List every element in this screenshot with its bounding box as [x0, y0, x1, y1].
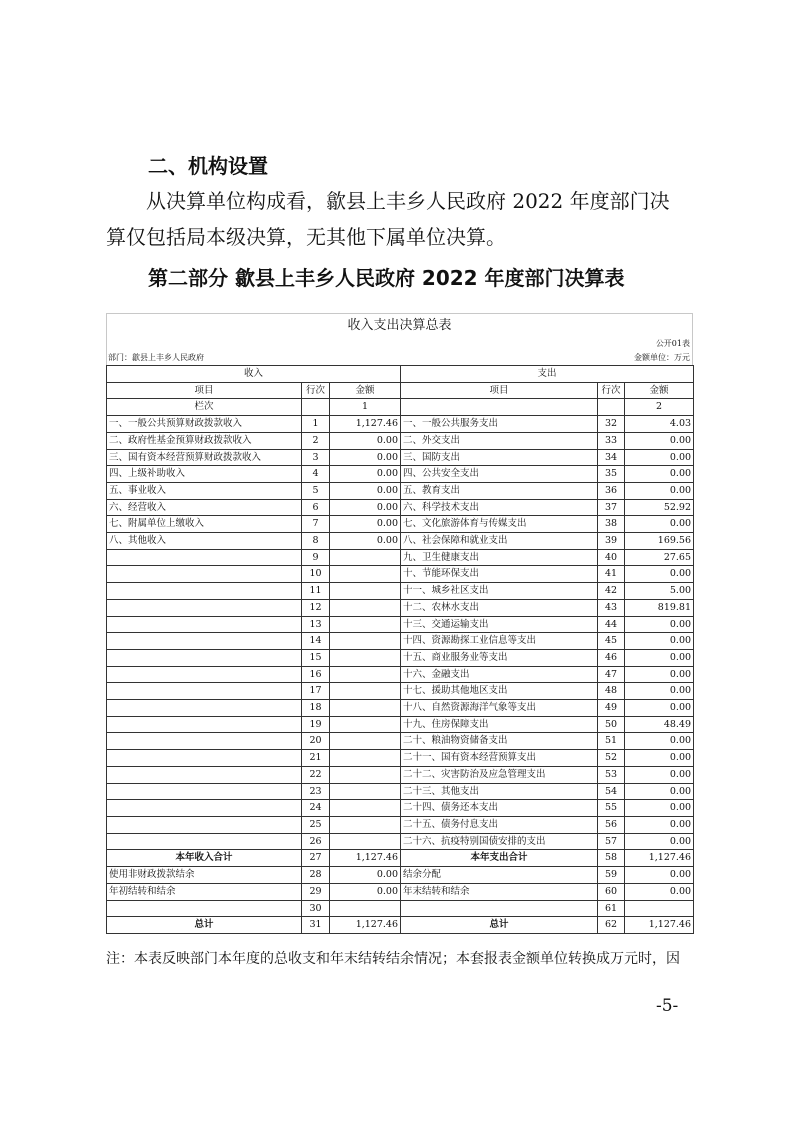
column-header: 金额	[625, 382, 694, 399]
expense-line-no: 42	[598, 583, 625, 600]
expense-line-no: 49	[598, 700, 625, 717]
expense-amount: 0.00	[625, 816, 694, 833]
income-amount: 0.00	[330, 499, 401, 516]
expense-amount: 0.00	[625, 766, 694, 783]
expense-amount: 0.00	[625, 883, 694, 900]
expense-line-no: 54	[598, 783, 625, 800]
expense-item: 七、文化旅游体育与传媒支出	[401, 516, 598, 533]
income-item	[107, 783, 302, 800]
income-item: 三、国有资本经营预算财政拨款收入	[107, 449, 302, 466]
income-amount	[330, 599, 401, 616]
expense-item: 四、公共安全支出	[401, 466, 598, 483]
expense-item: 十四、资源勘探工业信息等支出	[401, 633, 598, 650]
column-header: 行次	[302, 382, 330, 399]
column-header: 行次	[598, 382, 625, 399]
expense-item: 本年支出合计	[401, 850, 598, 867]
expense-group-header: 支出	[401, 366, 694, 383]
expense-line-no: 51	[598, 733, 625, 750]
income-line-no: 10	[302, 566, 330, 583]
income-item: 二、政府性基金预算财政拨款收入	[107, 432, 302, 449]
table-row	[107, 583, 694, 600]
expense-item: 结余分配	[401, 867, 598, 884]
income-amount	[330, 700, 401, 717]
income-amount	[330, 900, 401, 917]
income-item: 一、一般公共预算财政拨款收入	[107, 416, 302, 433]
income-item	[107, 766, 302, 783]
income-item	[107, 549, 302, 566]
expense-amount: 0.00	[625, 466, 694, 483]
income-line-no: 28	[302, 867, 330, 884]
expense-amount: 0.00	[625, 683, 694, 700]
sub-header-row	[107, 399, 694, 416]
expense-line-no: 60	[598, 883, 625, 900]
expense-line-no: 59	[598, 867, 625, 884]
expense-amount: 169.56	[625, 533, 694, 550]
expense-line-no: 50	[598, 716, 625, 733]
expense-item: 八、社会保障和就业支出	[401, 533, 598, 550]
expense-item: 二十、粮油物资储备支出	[401, 733, 598, 750]
expense-item	[401, 900, 598, 917]
expense-item: 十七、援助其他地区支出	[401, 683, 598, 700]
table-row	[107, 800, 694, 817]
table-row	[107, 616, 694, 633]
income-item	[107, 716, 302, 733]
income-amount	[330, 616, 401, 633]
expense-item: 二十一、国有资本经营预算支出	[401, 750, 598, 767]
income-line-no: 21	[302, 750, 330, 767]
table-row	[107, 733, 694, 750]
income-line-no: 1	[302, 416, 330, 433]
table-row	[107, 666, 694, 683]
page-number: -5-	[656, 996, 679, 1016]
expense-amount: 5.00	[625, 583, 694, 600]
table-row	[107, 533, 694, 550]
expense-amount: 0.00	[625, 616, 694, 633]
section-heading: 二、机构设置	[148, 154, 268, 178]
income-item: 年初结转和结余	[107, 883, 302, 900]
income-amount	[330, 733, 401, 750]
expense-amount: 0.00	[625, 800, 694, 817]
income-line-no: 15	[302, 649, 330, 666]
expense-amount: 0.00	[625, 649, 694, 666]
expense-item: 十九、住房保障支出	[401, 716, 598, 733]
table-row	[107, 750, 694, 767]
expense-amount: 27.65	[625, 549, 694, 566]
income-amount	[330, 683, 401, 700]
table-row	[107, 516, 694, 533]
expense-line-no: 56	[598, 816, 625, 833]
expense-amount: 0.00	[625, 432, 694, 449]
paragraph-line: 算仅包括局本级决算，无其他下属单位决算。	[106, 225, 506, 249]
income-amount	[330, 716, 401, 733]
income-item: 本年收入合计	[107, 850, 302, 867]
table-row	[107, 649, 694, 666]
expense-line-no: 53	[598, 766, 625, 783]
income-amount	[330, 816, 401, 833]
income-amount	[330, 800, 401, 817]
income-item	[107, 700, 302, 717]
expense-amount: 52.92	[625, 499, 694, 516]
sub-header	[302, 399, 330, 416]
table-row	[107, 499, 694, 516]
income-item	[107, 649, 302, 666]
table-row	[107, 883, 694, 900]
expense-item: 九、卫生健康支出	[401, 549, 598, 566]
expense-amount: 0.00	[625, 750, 694, 767]
expense-line-no: 39	[598, 533, 625, 550]
expense-item: 十、节能环保支出	[401, 566, 598, 583]
expense-amount	[625, 900, 694, 917]
expense-amount: 0.00	[625, 566, 694, 583]
table-row	[107, 416, 694, 433]
table-row	[107, 449, 694, 466]
column-header: 项目	[107, 382, 302, 399]
table-row	[107, 599, 694, 616]
income-amount: 1,127.46	[330, 850, 401, 867]
expense-item: 十一、城乡社区支出	[401, 583, 598, 600]
expense-amount: 4.03	[625, 416, 694, 433]
group-header-row	[107, 366, 694, 383]
income-item: 五、事业收入	[107, 482, 302, 499]
table-row	[107, 850, 694, 867]
expense-amount: 0.00	[625, 783, 694, 800]
sub-header: 栏次	[107, 399, 302, 416]
income-amount	[330, 766, 401, 783]
table-row	[107, 783, 694, 800]
income-item	[107, 900, 302, 917]
expense-amount: 0.00	[625, 700, 694, 717]
income-item	[107, 683, 302, 700]
income-item: 六、经营收入	[107, 499, 302, 516]
income-amount: 0.00	[330, 482, 401, 499]
table-row	[107, 867, 694, 884]
finance-table	[106, 365, 694, 934]
income-amount: 0.00	[330, 449, 401, 466]
income-line-no: 14	[302, 633, 330, 650]
part-title: 第二部分 歙县上丰乡人民政府 2022 年度部门决算表	[148, 266, 625, 290]
income-line-no: 23	[302, 783, 330, 800]
income-amount: 0.00	[330, 533, 401, 550]
income-amount: 0.00	[330, 867, 401, 884]
expense-item: 五、教育支出	[401, 482, 598, 499]
income-line-no: 7	[302, 516, 330, 533]
income-line-no: 2	[302, 432, 330, 449]
column-header-row	[107, 382, 694, 399]
income-amount: 0.00	[330, 432, 401, 449]
income-item: 使用非财政拨款结余	[107, 867, 302, 884]
income-item	[107, 583, 302, 600]
expense-item: 二十四、债务还本支出	[401, 800, 598, 817]
income-line-no: 17	[302, 683, 330, 700]
department-label: 部门：歙县上丰乡人民政府	[108, 353, 204, 362]
income-amount	[330, 666, 401, 683]
income-line-no: 12	[302, 599, 330, 616]
expense-amount: 0.00	[625, 733, 694, 750]
paragraph-line: 从决算单位构成看，歙县上丰乡人民政府 2022 年度部门决	[146, 189, 670, 213]
column-header: 项目	[401, 382, 598, 399]
income-item	[107, 816, 302, 833]
expense-amount: 0.00	[625, 633, 694, 650]
expense-amount: 0.00	[625, 833, 694, 850]
expense-item: 十五、商业服务业等支出	[401, 649, 598, 666]
expense-line-no: 45	[598, 633, 625, 650]
income-line-no: 19	[302, 716, 330, 733]
expense-line-no: 34	[598, 449, 625, 466]
table-body	[107, 416, 694, 934]
expense-item: 总计	[401, 917, 598, 934]
income-item: 七、附属单位上缴收入	[107, 516, 302, 533]
expense-item: 十二、农林水支出	[401, 599, 598, 616]
income-line-no: 31	[302, 917, 330, 934]
table-row	[107, 549, 694, 566]
expense-amount: 0.00	[625, 666, 694, 683]
income-line-no: 30	[302, 900, 330, 917]
income-amount	[330, 549, 401, 566]
income-item	[107, 666, 302, 683]
income-line-no: 27	[302, 850, 330, 867]
income-line-no: 22	[302, 766, 330, 783]
expense-item: 一、一般公共服务支出	[401, 416, 598, 433]
expense-item: 二十三、其他支出	[401, 783, 598, 800]
expense-line-no: 40	[598, 549, 625, 566]
expense-amount: 0.00	[625, 482, 694, 499]
income-group-header: 收入	[107, 366, 401, 383]
expense-item: 三、国防支出	[401, 449, 598, 466]
expense-amount: 0.00	[625, 867, 694, 884]
income-amount	[330, 566, 401, 583]
income-amount: 1,127.46	[330, 917, 401, 934]
expense-item: 十六、金融支出	[401, 666, 598, 683]
income-line-no: 29	[302, 883, 330, 900]
table-row	[107, 716, 694, 733]
table-row	[107, 466, 694, 483]
income-line-no: 8	[302, 533, 330, 550]
income-item	[107, 750, 302, 767]
income-expense-table	[106, 313, 693, 934]
table-caption: 收入支出决算总表	[106, 313, 693, 337]
column-header: 金额	[330, 382, 401, 399]
table-row	[107, 683, 694, 700]
table-row	[107, 566, 694, 583]
income-line-no: 24	[302, 800, 330, 817]
expense-item: 二十五、债务付息支出	[401, 816, 598, 833]
expense-amount: 819.81	[625, 599, 694, 616]
table-meta-row	[106, 351, 693, 365]
table-row	[107, 482, 694, 499]
expense-item: 二、外交支出	[401, 432, 598, 449]
income-line-no: 18	[302, 700, 330, 717]
income-line-no: 13	[302, 616, 330, 633]
expense-item: 二十六、抗疫特别国债安排的支出	[401, 833, 598, 850]
expense-line-no: 43	[598, 599, 625, 616]
income-item: 四、上级补助收入	[107, 466, 302, 483]
income-amount: 0.00	[330, 466, 401, 483]
expense-line-no: 58	[598, 850, 625, 867]
expense-line-no: 35	[598, 466, 625, 483]
unit-label: 金额单位：万元	[634, 353, 690, 362]
expense-line-no: 61	[598, 900, 625, 917]
expense-amount: 1,127.46	[625, 850, 694, 867]
income-amount	[330, 833, 401, 850]
expense-item: 十三、交通运输支出	[401, 616, 598, 633]
sub-header	[401, 399, 598, 416]
sub-header: 2	[625, 399, 694, 416]
expense-amount: 48.49	[625, 716, 694, 733]
income-item	[107, 566, 302, 583]
income-item: 总计	[107, 917, 302, 934]
income-item: 八、其他收入	[107, 533, 302, 550]
income-line-no: 5	[302, 482, 330, 499]
expense-amount: 1,127.46	[625, 917, 694, 934]
income-amount	[330, 583, 401, 600]
income-amount: 0.00	[330, 883, 401, 900]
income-line-no: 16	[302, 666, 330, 683]
income-item	[107, 616, 302, 633]
income-item	[107, 800, 302, 817]
expense-item: 年末结转和结余	[401, 883, 598, 900]
income-amount	[330, 649, 401, 666]
table-row	[107, 816, 694, 833]
expense-item: 六、科学技术支出	[401, 499, 598, 516]
income-line-no: 6	[302, 499, 330, 516]
income-line-no: 11	[302, 583, 330, 600]
expense-line-no: 32	[598, 416, 625, 433]
income-item	[107, 599, 302, 616]
expense-line-no: 37	[598, 499, 625, 516]
expense-line-no: 52	[598, 750, 625, 767]
expense-line-no: 44	[598, 616, 625, 633]
expense-line-no: 57	[598, 833, 625, 850]
income-line-no: 3	[302, 449, 330, 466]
income-amount: 0.00	[330, 516, 401, 533]
income-line-no: 20	[302, 733, 330, 750]
expense-item: 十八、自然资源海洋气象等支出	[401, 700, 598, 717]
expense-line-no: 62	[598, 917, 625, 934]
income-amount	[330, 783, 401, 800]
income-amount	[330, 750, 401, 767]
sub-header: 1	[330, 399, 401, 416]
income-line-no: 9	[302, 549, 330, 566]
expense-line-no: 48	[598, 683, 625, 700]
expense-line-no: 47	[598, 666, 625, 683]
sub-header	[598, 399, 625, 416]
expense-amount: 0.00	[625, 449, 694, 466]
intro-paragraph	[106, 183, 706, 255]
income-amount	[330, 633, 401, 650]
income-line-no: 25	[302, 816, 330, 833]
income-item	[107, 633, 302, 650]
table-row	[107, 633, 694, 650]
expense-line-no: 33	[598, 432, 625, 449]
expense-line-no: 36	[598, 482, 625, 499]
table-row	[107, 917, 694, 934]
table-row	[107, 766, 694, 783]
income-amount: 1,127.46	[330, 416, 401, 433]
table-row	[107, 432, 694, 449]
expense-line-no: 38	[598, 516, 625, 533]
income-item	[107, 733, 302, 750]
table-row	[107, 700, 694, 717]
income-item	[107, 833, 302, 850]
expense-line-no: 46	[598, 649, 625, 666]
table-row	[107, 833, 694, 850]
expense-amount: 0.00	[625, 516, 694, 533]
table-row	[107, 900, 694, 917]
form-number: 公开01表	[106, 337, 693, 351]
expense-line-no: 41	[598, 566, 625, 583]
expense-item: 二十二、灾害防治及应急管理支出	[401, 766, 598, 783]
income-line-no: 4	[302, 466, 330, 483]
income-line-no: 26	[302, 833, 330, 850]
expense-line-no: 55	[598, 800, 625, 817]
table-note: 注：本表反映部门本年度的总收支和年末结转结余情况；本套报表金额单位转换成万元时，因	[106, 951, 680, 967]
